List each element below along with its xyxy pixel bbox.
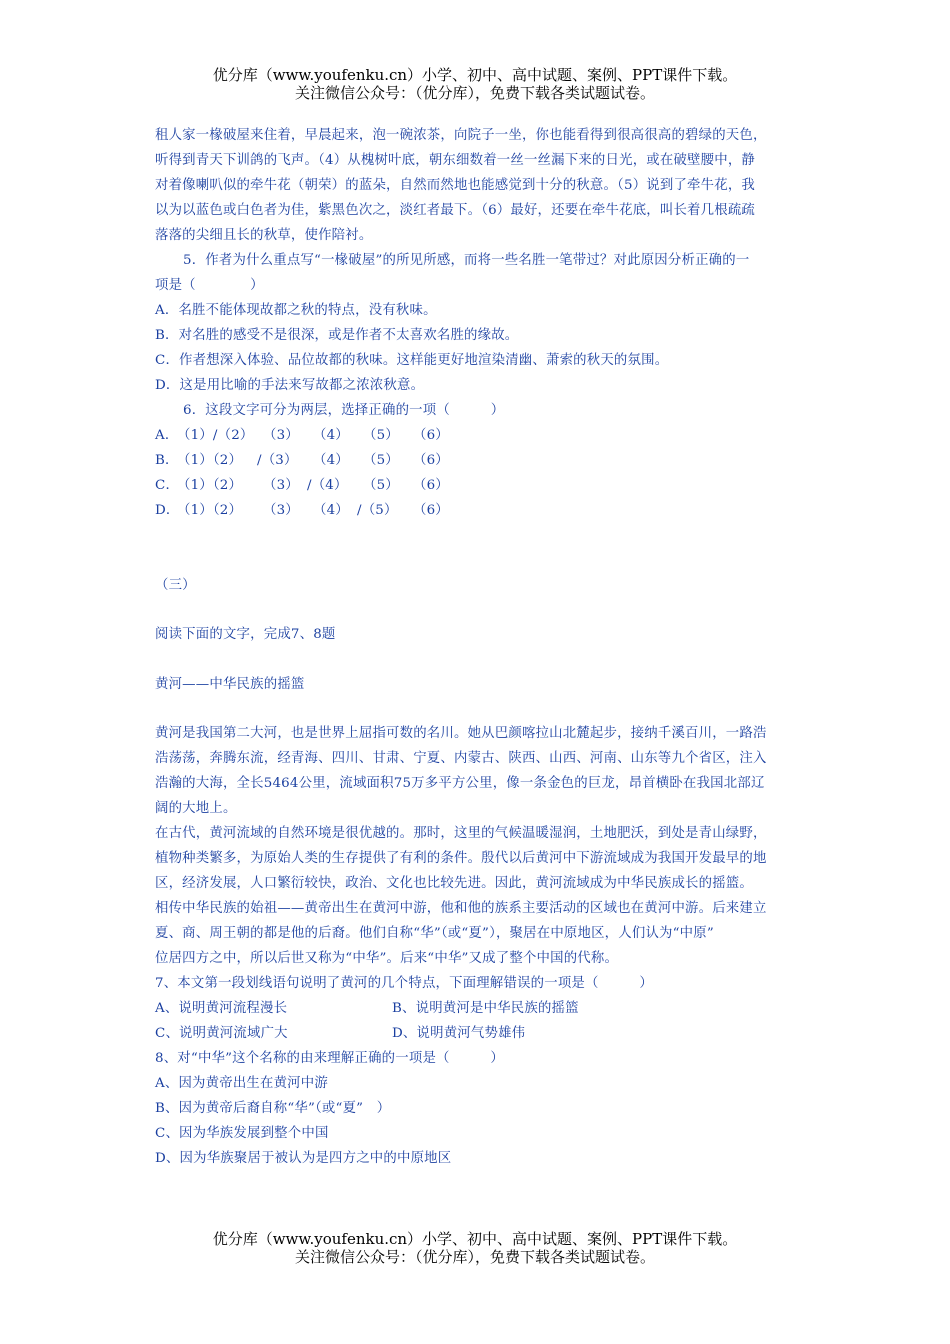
section-heading: （三） (155, 578, 196, 593)
q8-option-d: D、因为华族聚居于被认为是四方之中的中原地区 (155, 1151, 452, 1166)
page-footer (0, 1230, 950, 1266)
q7-option-a: A、说明黄河流程漫长 (155, 1001, 288, 1016)
q6-option-b (155, 452, 449, 470)
q6-option-d (155, 502, 449, 520)
article-line: 在古代，黄河流域的自然环境是很优越的。那时，这里的气候温暖湿润，土地肥沃，到处是青山绿野， (155, 826, 767, 841)
article-line: 浩荡荡，奔腾东流，经青海、四川、甘肃、宁夏、内蒙古、陕西、山西、河南、山东等九个省区，注入 (155, 751, 767, 766)
option-part: （3） (263, 428, 299, 443)
option-part: /（5） (357, 503, 398, 518)
q5-stem-cont: 项是（ ） (155, 278, 264, 293)
footer-line-1: 优分库（www.youfenku.cn）小学、初中、高中试题、案例、PPT课件下载。 (212, 1230, 738, 1248)
q5-option-b: B．对名胜的感受不是很深，或是作者不太喜欢名胜的缘故。 (155, 328, 519, 343)
option-part: （5） (363, 428, 399, 443)
article-line: 植物种类繁多，为原始人类的生存提供了有利的条件。殷代以后黄河中下游流域成为我国开发最早的地 (155, 851, 767, 866)
article-line: 夏、商、周王朝的都是他的后裔。他们自称“华”（或“夏”），聚居在中原地区，人们认为“中原” (155, 926, 714, 941)
q8-option-c: C、因为华族发展到整个中国 (155, 1126, 329, 1141)
option-part: （5） (363, 453, 399, 468)
option-label: A． (155, 428, 179, 443)
option-part: （6） (413, 503, 449, 518)
article-title: 黄河——中华民族的摇篮 (155, 677, 305, 692)
option-label: B． (155, 453, 179, 468)
option-part: （4） (313, 428, 349, 443)
option-part: （6） (413, 478, 449, 493)
header-line-1: 优分库（www.youfenku.cn）小学、初中、高中试题、案例、PPT课件下载。 (212, 66, 738, 84)
q6-option-a (155, 427, 449, 445)
option-part: /（3） (257, 453, 298, 468)
option-part: （1）（2） (177, 503, 243, 518)
article-line: 相传中华民族的始祖——黄帝出生在黄河中游，他和他的族系主要活动的区域也在黄河中游。后来建立 (155, 901, 767, 916)
article-line: 黄河是我国第二大河，也是世界上屈指可数的名川。她从巴颜喀拉山北麓起步，接纳千溪百川，一路浩 (155, 726, 767, 741)
passage-line: 对着像喇叭似的牵牛花（朝荣）的蓝朵，自然而然地也能感觉到十分的秋意。（5）说到了牵牛花，我 (155, 178, 756, 193)
option-part: （5） (363, 478, 399, 493)
q8-stem: 8、对“中华”这个名称的由来理解正确的一项是（ ） (155, 1051, 504, 1066)
option-part: （3） (263, 503, 299, 518)
passage-line: 听得到青天下训鸽的飞声。（4）从槐树叶底，朝东细数着一丝一丝漏下来的日光，或在破壁腰中，静 (155, 153, 756, 168)
q7-stem: 7、本文第一段划线语句说明了黄河的几个特点，下面理解错误的一项是（ ） (155, 976, 653, 991)
option-part: （4） (313, 503, 349, 518)
passage-line: 以为以蓝色或白色者为佳，紫黑色次之，淡红者最下。（6）最好，还要在牵牛花底，叫长着几根疏疏 (155, 203, 756, 218)
footer-line-2: 关注微信公众号：（优分库），免费下载各类试题试卷。 (294, 1248, 655, 1266)
q5-option-a: A．名胜不能体现故都之秋的特点，没有秋味。 (155, 303, 437, 318)
section-instruction: 阅读下面的文字，完成7、8题 (155, 627, 336, 642)
option-label: C． (155, 478, 180, 493)
q5-option-c: C．作者想深入体验、品位故都的秋味。这样能更好地渲染清幽、萧索的秋天的氛围。 (155, 353, 669, 368)
option-part: （6） (413, 428, 449, 443)
q8-option-b: B、因为黄帝后裔自称“华”（或“夏” ） (155, 1101, 391, 1116)
option-part: /（4） (307, 478, 348, 493)
option-part: （3） (263, 478, 299, 493)
q7-option-b: B、说明黄河是中华民族的摇篮 (392, 1001, 579, 1016)
article-line: 阔的大地上。 (155, 801, 237, 816)
option-label: D． (155, 503, 180, 518)
q6-stem: 6．这段文字可分为两层，选择正确的一项（ ） (183, 403, 505, 418)
option-part: （6） (413, 453, 449, 468)
passage-line: 落落的尖细且长的秋草，使作陪衬。 (155, 228, 373, 243)
article-line: 区，经济发展，人口繁衍较快，政治、文化也比较先进。因此，黄河流域成为中华民族成长的摇篮。 (155, 876, 753, 891)
q6-option-c (155, 477, 449, 495)
option-part: （1）/（2） (177, 428, 254, 443)
option-part: （4） (313, 453, 349, 468)
q8-option-a: A、因为黄帝出生在黄河中游 (155, 1076, 328, 1091)
article-line: 位居四方之中，所以后世又称为“中华”。后来“中华”又成了整个中国的代称。 (155, 951, 619, 966)
header-line-2: 关注微信公众号：（优分库），免费下载各类试题试卷。 (294, 84, 655, 102)
page-header (0, 66, 950, 102)
passage-line: 租人家一椽破屋来住着，早晨起来，泡一碗浓茶，向院子一坐，你也能看得到很高很高的碧绿的天色， (155, 128, 767, 143)
q5-stem: 5．作者为什么重点写“一椽破屋”的所见所感，而将一些名胜一笔带过？对此原因分析正确的一 (183, 253, 750, 268)
option-part: （1）（2） (177, 453, 243, 468)
option-part: （1）（2） (177, 478, 243, 493)
q5-option-d: D．这是用比喻的手法来写故都之浓浓秋意。 (155, 378, 425, 393)
q7-option-d: D、说明黄河气势雄伟 (392, 1026, 526, 1041)
q7-option-c: C、说明黄河流域广大 (155, 1026, 288, 1041)
article-line: 浩瀚的大海，全长5464公里，流域面积75万多平方公里，像一条金色的巨龙，昂首横卧在我国北部辽 (155, 776, 765, 791)
